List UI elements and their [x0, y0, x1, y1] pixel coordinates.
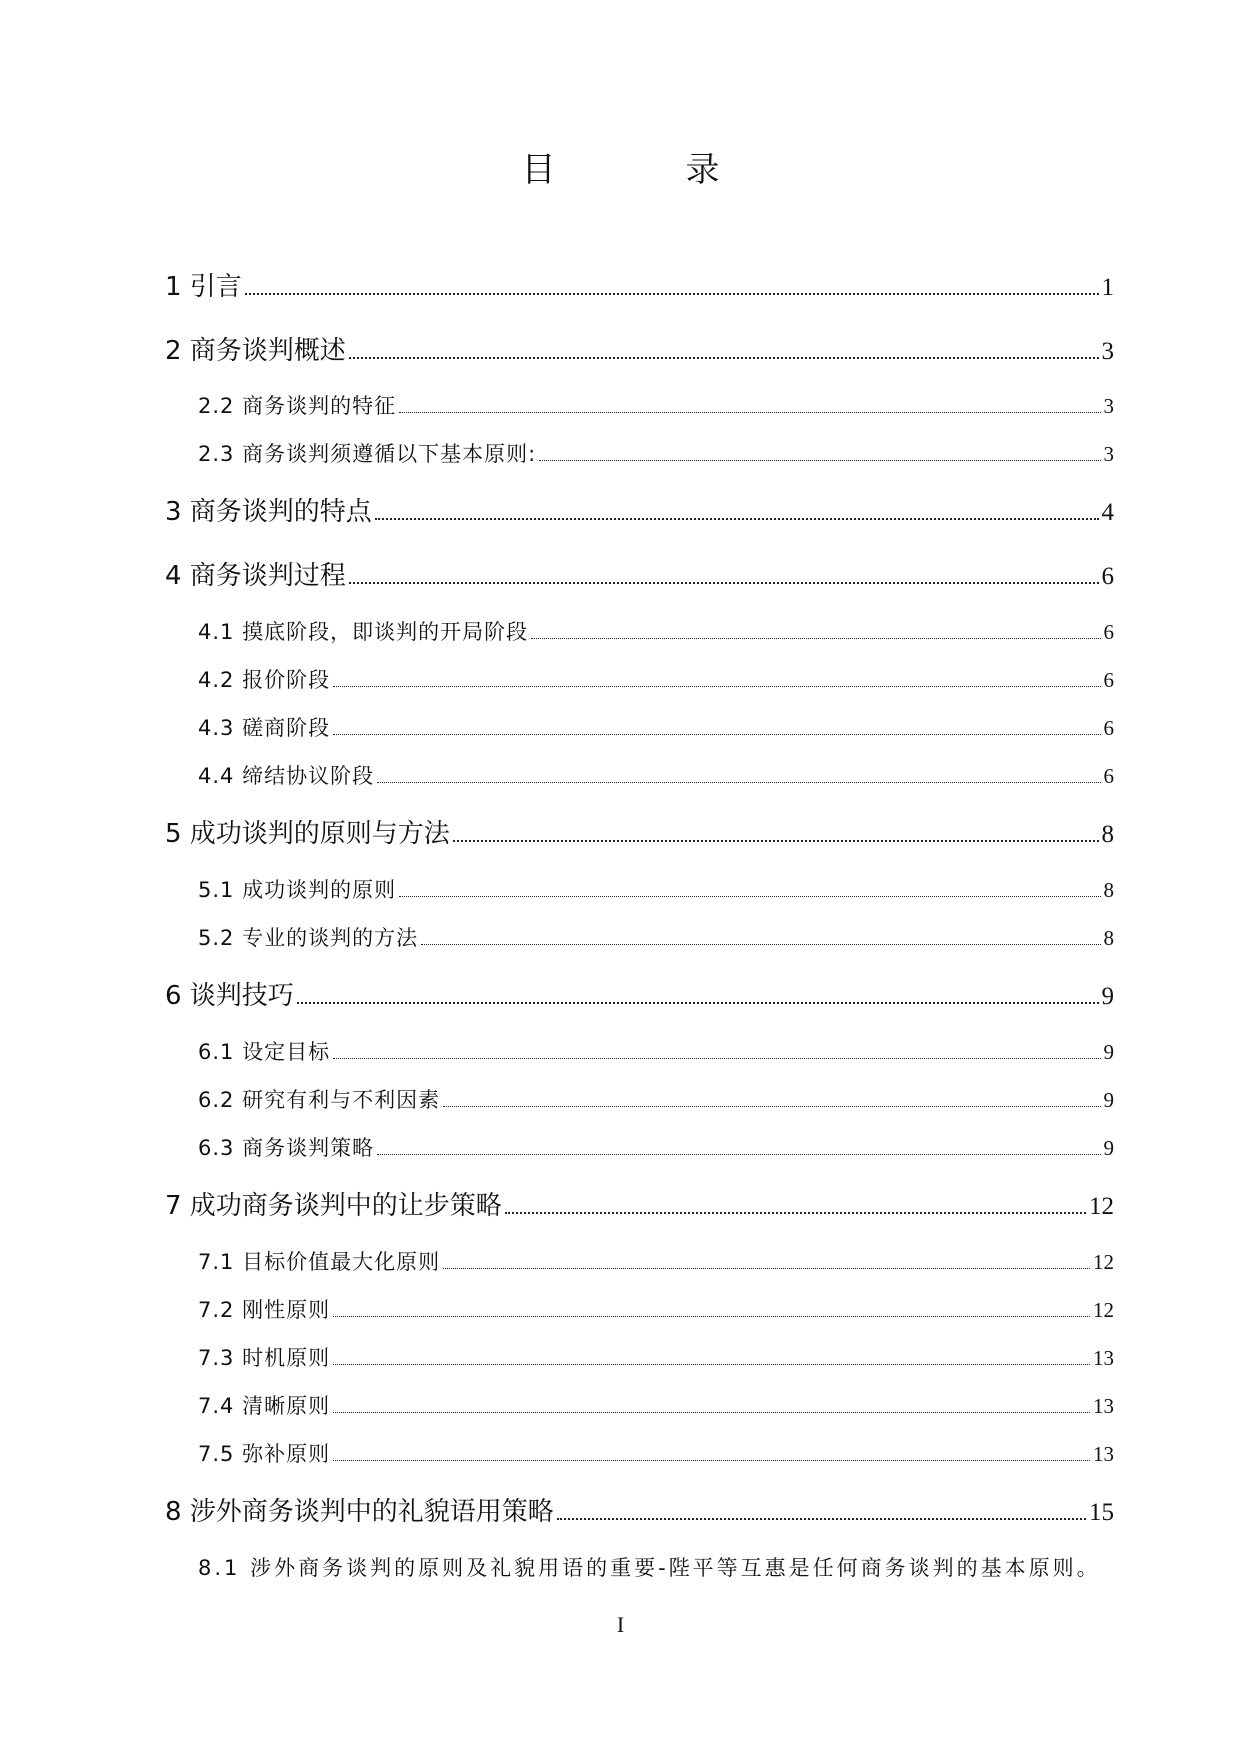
toc-entry-label: 7 成功商务谈判中的让步策略: [165, 1191, 502, 1221]
dot-leader: [539, 460, 1100, 461]
toc-entry[interactable]: [198, 1344, 1114, 1372]
dot-leader: [333, 1316, 1090, 1317]
toc-entry-label: 7.3 时机原则: [198, 1346, 331, 1370]
dot-leader: [297, 1002, 1099, 1004]
toc-entry[interactable]: [198, 1038, 1114, 1066]
dot-leader: [443, 1268, 1090, 1269]
toc-entry-page: 12: [1093, 1250, 1114, 1274]
toc-entry-page: 13: [1093, 1346, 1114, 1370]
toc-entry-page: 3: [1101, 338, 1114, 365]
dot-leader: [377, 1154, 1100, 1155]
toc-entry-page: 6: [1103, 716, 1114, 740]
toc-entry[interactable]: [165, 979, 1114, 1014]
dot-leader: [349, 582, 1099, 584]
toc-entry-label: 1 引言: [165, 272, 242, 302]
dot-leader: [245, 293, 1099, 295]
toc-entry[interactable]: [198, 618, 1114, 646]
dot-leader: [333, 734, 1100, 735]
page-number: I: [616, 1612, 625, 1637]
toc-entry-page: 4: [1101, 499, 1114, 526]
toc-entry-label: 4 商务谈判过程: [165, 561, 346, 591]
toc-entry[interactable]: [198, 1392, 1114, 1420]
toc-entry-page: 6: [1103, 668, 1114, 692]
toc-entry-label: 5 成功谈判的原则与方法: [165, 819, 450, 849]
toc-entry[interactable]: [165, 817, 1114, 852]
toc-entry-label: 4.2 报价阶段: [198, 668, 331, 692]
toc-entry[interactable]: [198, 1086, 1114, 1114]
toc-entry-page: 8: [1103, 926, 1114, 950]
toc-entry-page: 8: [1101, 821, 1114, 848]
toc-entry[interactable]: [198, 1134, 1114, 1162]
toc-entry[interactable]: [165, 334, 1114, 369]
toc-entry[interactable]: [198, 392, 1114, 420]
toc-entry-label: 6.2 研究有利与不利因素: [198, 1088, 441, 1112]
toc-entry-label: 4.4 缔结协议阶段: [198, 764, 375, 788]
toc-entry-page: 15: [1089, 1499, 1114, 1526]
toc-entry[interactable]: [198, 924, 1114, 952]
toc-entry-label: 6 谈判技巧: [165, 981, 294, 1011]
toc-entry[interactable]: [165, 559, 1114, 594]
toc-entry-label: 7.4 清晰原则: [198, 1394, 331, 1418]
toc-entry[interactable]: [198, 762, 1114, 790]
toc-entry-page: 12: [1093, 1298, 1114, 1322]
toc-entry-page: 12: [1089, 1193, 1114, 1220]
toc-entry-label: 2.3 商务谈判须遵循以下基本原则:: [198, 442, 537, 466]
toc-entry[interactable]: [198, 1554, 1124, 1582]
toc-entry-label: 7.2 刚性原则: [198, 1298, 331, 1322]
toc-entry-label: 4.3 磋商阶段: [198, 716, 331, 740]
toc-entry-page: 13: [1093, 1442, 1114, 1466]
dot-leader: [453, 840, 1099, 842]
toc-entry[interactable]: [198, 876, 1114, 904]
toc-entry-page: 9: [1103, 1136, 1114, 1160]
toc-entry[interactable]: [198, 1296, 1114, 1324]
dot-leader: [333, 686, 1100, 687]
dot-leader: [557, 1518, 1086, 1520]
toc-entry-page: 1: [1101, 274, 1114, 301]
toc-entry-label: 3 商务谈判的特点: [165, 497, 372, 527]
toc-title: 目 录: [521, 150, 768, 190]
toc-entry-label: 5.1 成功谈判的原则: [198, 878, 397, 902]
dot-leader: [333, 1412, 1090, 1413]
toc-entry-label: 4.1 摸底阶段，即谈判的开局阶段: [198, 620, 529, 644]
toc-entry-label: 7.1 目标价值最大化原则: [198, 1250, 441, 1274]
toc-entry-page: 9: [1101, 983, 1114, 1010]
toc-entry[interactable]: [198, 440, 1114, 468]
toc-entry-page: 6: [1103, 764, 1114, 788]
dot-leader: [399, 412, 1100, 413]
dot-leader: [443, 1106, 1100, 1107]
dot-leader: [375, 518, 1099, 520]
dot-leader: [333, 1460, 1090, 1461]
toc-entry-label: 6.3 商务谈判策略: [198, 1136, 375, 1160]
toc-entry-page: 8: [1103, 878, 1114, 902]
toc-entry[interactable]: [198, 1440, 1114, 1468]
dot-leader: [399, 896, 1100, 897]
dot-leader: [505, 1212, 1086, 1214]
toc-entry-label: 7.5 弥补原则: [198, 1442, 331, 1466]
toc-entry[interactable]: [198, 1248, 1114, 1276]
toc-entry-page: 6: [1103, 620, 1114, 644]
toc-entry-page: 13: [1093, 1394, 1114, 1418]
toc-entry-label: 5.2 专业的谈判的方法: [198, 926, 419, 950]
dot-leader: [377, 782, 1100, 783]
toc-entry-page: 3: [1103, 394, 1114, 418]
toc-entry[interactable]: [165, 270, 1114, 305]
dot-leader: [531, 638, 1100, 639]
toc-entry-label: 2 商务谈判概述: [165, 336, 346, 366]
dot-leader: [349, 357, 1099, 359]
toc-entry-page: 6: [1101, 563, 1114, 590]
dot-leader: [333, 1058, 1100, 1059]
dot-leader: [421, 944, 1100, 945]
toc-entry-page: 9: [1103, 1088, 1114, 1112]
toc-entry[interactable]: [198, 666, 1114, 694]
toc-entry-page: 3: [1103, 442, 1114, 466]
toc-entry-label: 8 涉外商务谈判中的礼貌语用策略: [165, 1497, 554, 1527]
dot-leader: [333, 1364, 1090, 1365]
toc-entry[interactable]: [165, 1495, 1114, 1530]
toc-entry[interactable]: [198, 714, 1114, 742]
toc-entry-label: 6.1 设定目标: [198, 1040, 331, 1064]
toc-entry[interactable]: [165, 495, 1114, 530]
toc-entry[interactable]: [165, 1189, 1114, 1224]
toc-entry-page: 9: [1103, 1040, 1114, 1064]
toc-entry-label: 2.2 商务谈判的特征: [198, 394, 397, 418]
toc-entry-label: 8.1 涉外商务谈判的原则及礼貌用语的重要-陛平等互惠是任何商务谈判的基本原则。: [198, 1556, 1101, 1580]
